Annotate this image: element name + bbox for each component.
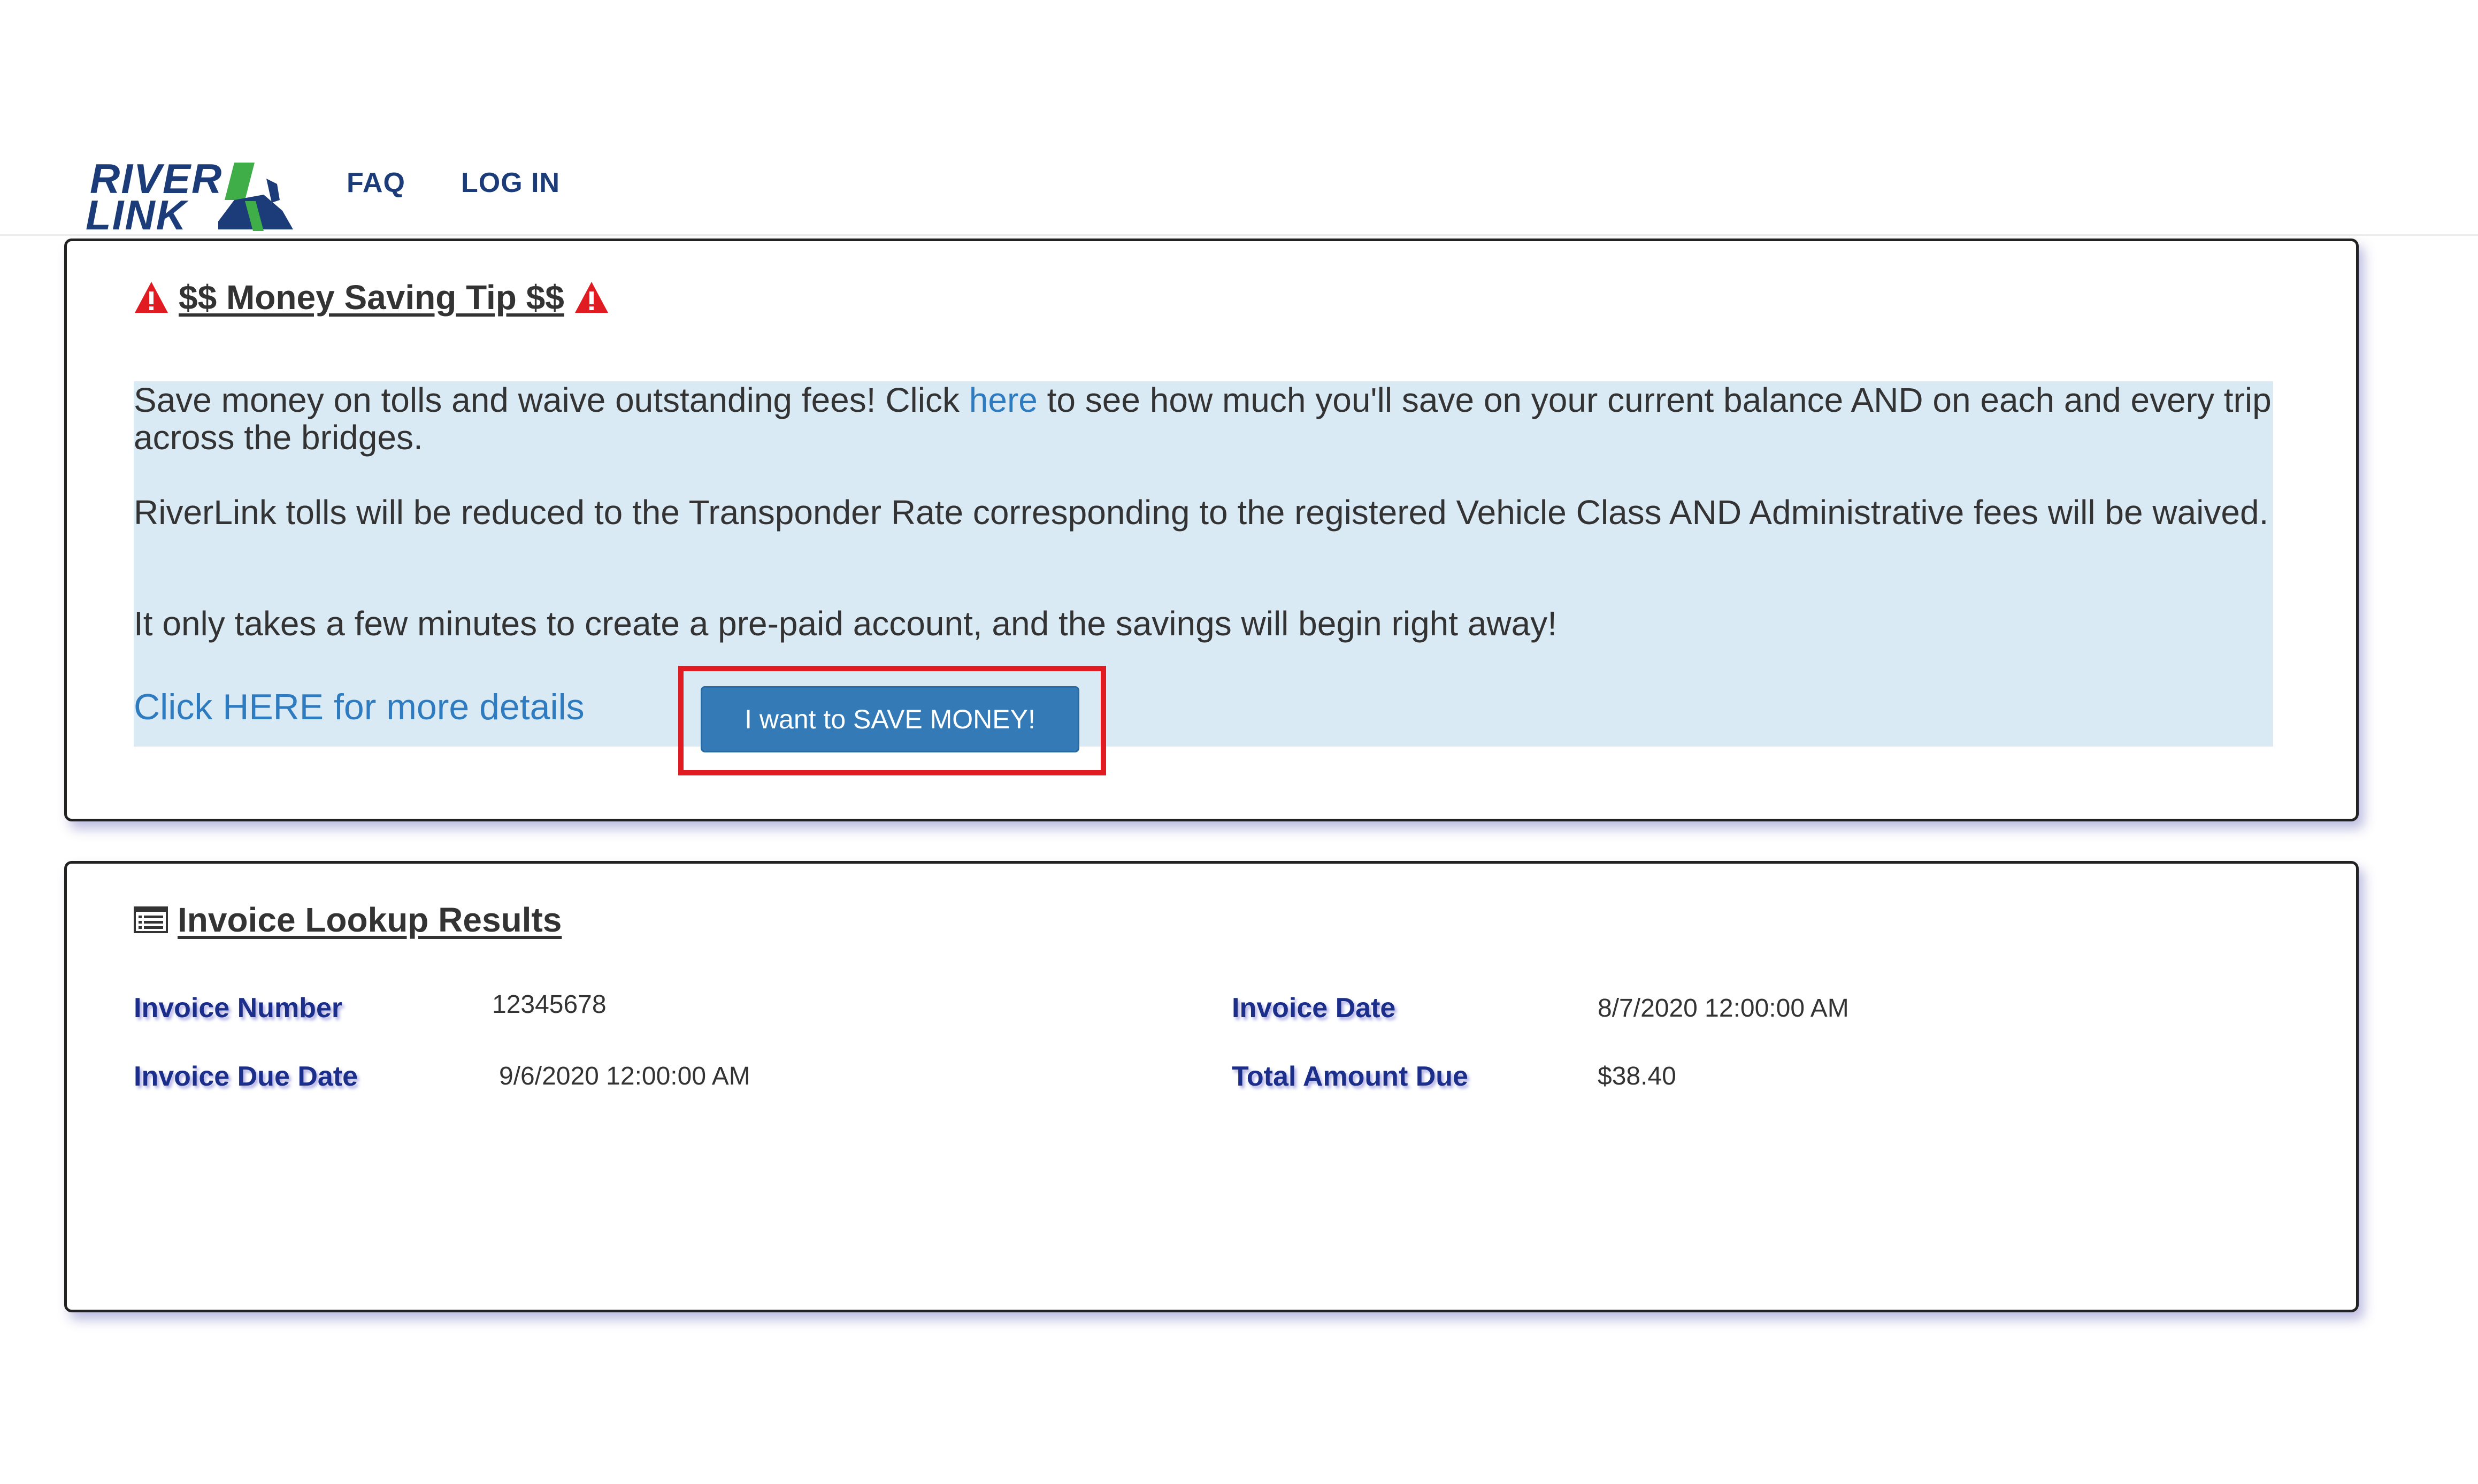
invoice-due-date-value: 9/6/2020 12:00:00 AM [499, 1062, 750, 1090]
invoice-date-label: Invoice Date [1232, 993, 1396, 1024]
tip-title-text: $$ Money Saving Tip $$ [179, 278, 564, 317]
tip-title [134, 278, 609, 317]
invoice-number-value: 12345678 [492, 990, 607, 1019]
warning-icon [574, 281, 609, 314]
tip-content-box [134, 381, 2273, 747]
invoice-number-label: Invoice Number [134, 993, 343, 1024]
tip-paragraph-1 [134, 381, 2273, 456]
tip-text: Save money on tolls and waive outstanding fees! Click [134, 381, 969, 419]
invoice-title-text: Invoice Lookup Results [178, 901, 562, 939]
riverlink-logo[interactable] [86, 155, 293, 239]
invoice-date-value: 8/7/2020 12:00:00 AM [1598, 994, 1849, 1022]
warning-icon [134, 281, 169, 314]
bridge-logo-icon [213, 163, 293, 233]
invoice-results-panel [64, 861, 2359, 1312]
tip-paragraph-3: It only takes a few minutes to create a pre-paid account, and the savings will begin right away! [134, 604, 1557, 643]
money-saving-tip-panel [64, 239, 2359, 821]
more-details-link[interactable]: Click HERE for more details [134, 687, 585, 727]
tip-text: to see how much you'll save on your current balance AND on each and every trip across the bridges. [134, 381, 2272, 457]
invoice-title [134, 900, 562, 940]
logo-line-1: RIVER [90, 155, 223, 202]
nav-faq-link[interactable]: FAQ [347, 167, 405, 198]
site-header [0, 0, 2478, 239]
savings-here-link[interactable]: here [969, 381, 1038, 419]
logo-line-2: LINK [86, 191, 187, 239]
invoice-due-date-label: Invoice Due Date [134, 1061, 358, 1092]
tip-paragraph-2: RiverLink tolls will be reduced to the Transponder Rate corresponding to the registered Vehicle Class AND Administrative fees will be waived. [134, 493, 2269, 532]
total-amount-due-label: Total Amount Due [1232, 1061, 1468, 1092]
list-icon [134, 906, 168, 933]
save-money-button[interactable]: I want to SAVE MONEY! [701, 686, 1079, 752]
nav-login-link[interactable]: LOG IN [461, 167, 561, 198]
total-amount-due-value: $38.40 [1598, 1062, 1676, 1090]
